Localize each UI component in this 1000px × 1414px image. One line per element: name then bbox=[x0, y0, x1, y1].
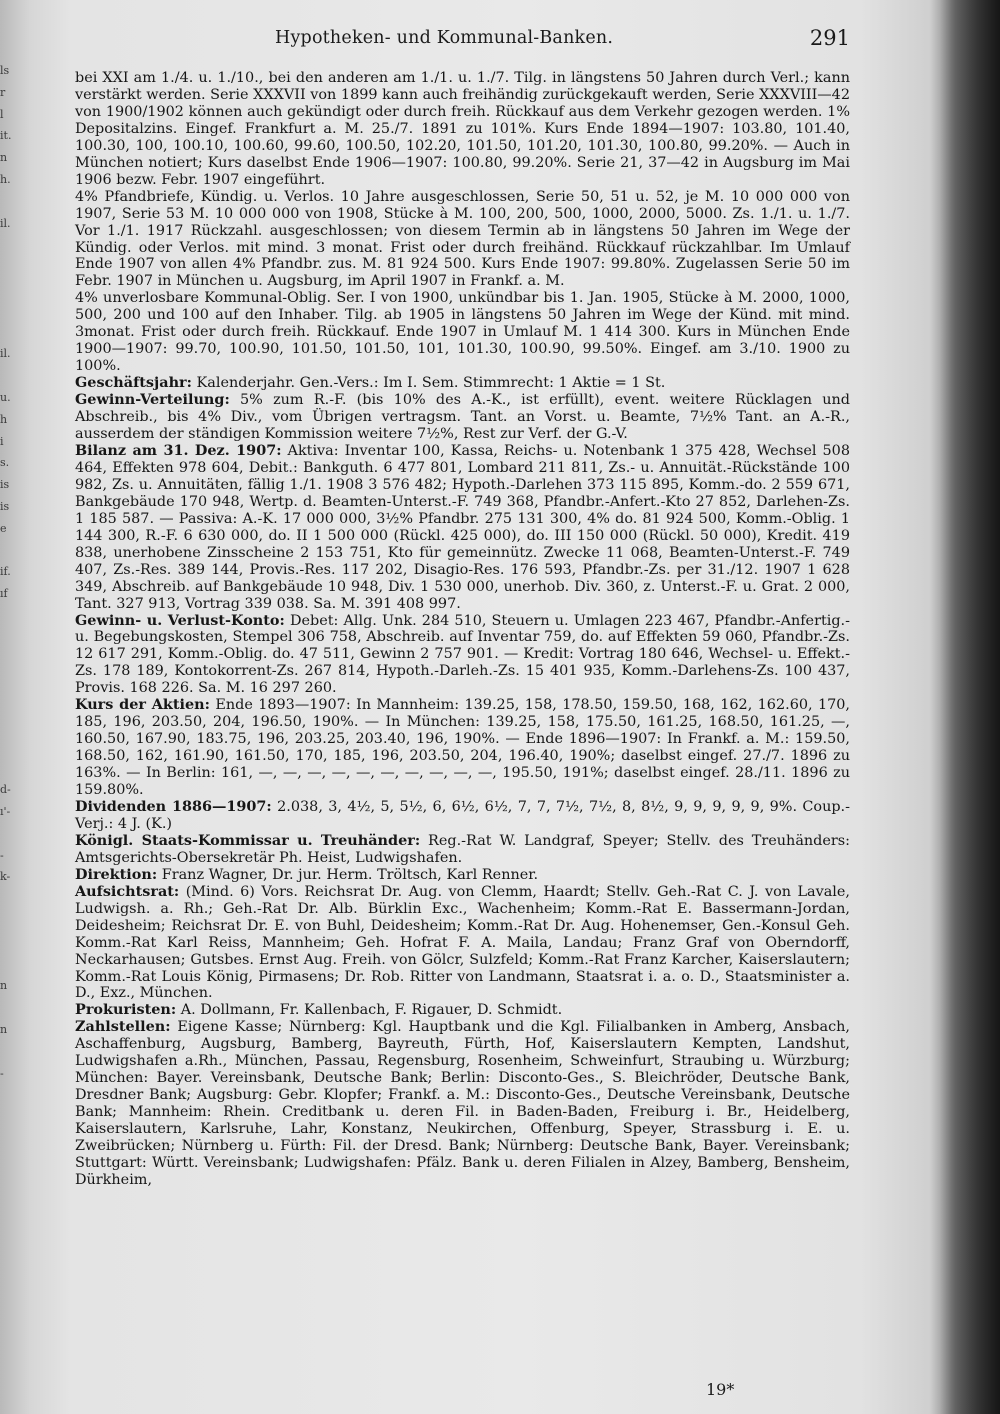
margin-fragment bbox=[0, 888, 70, 910]
margin-fragment: it. bbox=[0, 129, 12, 143]
margin-fragment bbox=[0, 627, 70, 649]
paragraph-lead: Kurs der Aktien: bbox=[75, 696, 210, 714]
margin-fragment: il. bbox=[0, 216, 11, 230]
previous-page-margin bbox=[0, 60, 70, 1380]
margin-fragment bbox=[0, 714, 70, 736]
margin-fragment bbox=[0, 1106, 70, 1128]
paragraph-lead: Königl. Staats-Kommissar u. Treuhänder: bbox=[75, 831, 421, 849]
margin-fragment bbox=[0, 823, 70, 845]
paragraph-lead: Bilanz am 31. Dez. 1907: bbox=[75, 441, 282, 459]
paragraph bbox=[75, 392, 850, 443]
margin-fragment bbox=[0, 540, 70, 562]
page-edge-shadow bbox=[940, 0, 1000, 1414]
paragraph bbox=[75, 70, 850, 189]
margin-fragment bbox=[0, 758, 70, 780]
margin-fragment: n bbox=[0, 151, 8, 165]
paragraph bbox=[75, 189, 850, 291]
paragraph-lead: Aufsichtsrat: bbox=[75, 882, 180, 900]
paragraph-lead: Prokuristen: bbox=[75, 1001, 177, 1019]
paragraph-text: Franz Wagner, Dr. jur. Herm. Tröltsch, Karl Renner. bbox=[161, 866, 539, 883]
paragraph bbox=[75, 697, 850, 799]
margin-fragment bbox=[0, 670, 70, 692]
margin-fragment bbox=[0, 1237, 70, 1259]
paragraph-lead: Gewinn- u. Verlust-Konto: bbox=[75, 611, 285, 629]
paragraph-lead: Dividenden 1886—1907: bbox=[75, 797, 272, 815]
margin-fragment bbox=[0, 256, 70, 278]
margin-fragment: h. bbox=[0, 172, 11, 186]
margin-fragment: d- bbox=[0, 783, 11, 797]
paragraph bbox=[75, 375, 850, 392]
margin-fragment bbox=[0, 1193, 70, 1215]
margin-fragment: n bbox=[0, 979, 8, 993]
margin-fragment: n bbox=[0, 1023, 8, 1037]
paragraph bbox=[75, 290, 850, 375]
margin-fragment bbox=[0, 1041, 70, 1063]
margin-fragment bbox=[0, 1302, 70, 1324]
margin-fragment bbox=[0, 1172, 70, 1194]
paragraph-text: 4% Pfandbriefe, Kündig. u. Verlos. 10 Jahre ausgeschlossen, Serie 50, 51 u. 52, je M. 10 000 000 von 1907, Serie 53 M. 10 000 000 von 1908, Stücke à M. 100, 200, 500, 1000, 2000, 5000. Zs. 1./1. u. 1./7. Vor 1./1. 1917 Rückzahl. ausgeschlossen; von diesem Termin ab in längstens 50 Jahren im Wege der Kündig. oder Verlos. mit mind. 3 monat. Frist oder durch freihänd. Rückkauf rückzahlbar. Im Umlauf Ende 1907 von allen 4% Pfandbr. zus. M. 81 924 500. Kurs Ende 1907: 99.80%. Zugelassen Serie 50 im Febr. 1907 in München u. Augsburg, im April 1907 in Frankf. a. M. bbox=[75, 188, 850, 290]
margin-fragment bbox=[0, 278, 70, 300]
paragraph bbox=[75, 443, 850, 613]
paragraph-text: Eigene Kasse; Nürnberg: Kgl. Hauptbank und die Kgl. Filialbanken in Amberg, Ansbach, Aschaffenburg, Augsburg, Bamberg, Bayreuth, Fürth, Hof, Kaiserslautern Kempten, Landshut, Ludwigshafen a.Rh., München, Passau, Regensburg, Rosenheim, Schweinfurt, Straubing u. Würzburg; München: Bayer. Vereinsbank, Deutsche Bank; Berlin: Disconto-Ges., S. Bleichröder, Deutsche Bank, Dresdner Bank; Augsburg: Gebr. Klopfer; Frankf. a. M.: Disconto-Ges., Deutsche Vereinsbank, Deutsche Bank; Mannheim: Rhein. Creditbank u. deren Fil. in Baden-Baden, Freiburg i. Br., Heidelberg, Kaiserslautern, Karlsruhe, Lahr, Konstanz, Neukirchen, Offenburg, Speyer, Strassburg i. E. u. Zweibrücken; Nürnberg u. Fürth: Fil. der Dresd. Bank; Nürnberg: Deutsche Bank, Bayer. Vereinsbank; Stuttgart: Württ. Vereinsbank; Ludwigshafen: Pfälz. Bank u. deren Filialen in Alzey, Bamberg, Bensheim, Dürkheim, bbox=[75, 1019, 850, 1188]
header-title: Hypotheken- und Kommunal-Banken. bbox=[275, 28, 614, 48]
margin-fragment bbox=[0, 191, 70, 213]
margin-fragment bbox=[0, 954, 70, 976]
paragraph-text: 5% zum R.-F. (bis 10% des A.-K., ist erfüllt), event. weitere Rücklagen und Abschreib., bis 4% Div., vom Übrigen vertragsm. Tant. an Vorst. u. Beamte, 7½% Tant. an A.-R., ausserdem der ständigen Kommission weitere 7½%, Rest zur Verf. der G.-V. bbox=[75, 392, 850, 443]
paragraph bbox=[75, 833, 850, 867]
margin-fragment: il. bbox=[0, 347, 11, 361]
margin-fragment bbox=[0, 322, 70, 344]
paragraph bbox=[75, 1019, 850, 1189]
margin-fragment: s. bbox=[0, 456, 10, 470]
margin-fragment bbox=[0, 736, 70, 758]
margin-fragment bbox=[0, 1150, 70, 1172]
paragraph-text: Aktiva: Inventar 100, Kassa, Reichs- u. Notenbank 1 375 428, Wechsel 508 464, Effekten 978 604, Debit.: Bankguth. 6 477 801, Lombard 211 811, Zs.- u. Annuität.-Rückstände 100 982, Zs. u. Annuitäten, fällig 1./1. 1908 3 576 482; Hypoth.-Darlehen 373 115 895, Komm.-do. 2 559 671, Bankgebäude 170 948, Wertp. d. Beamten-Unterst.-F. 749 368, Pfandbr.-Anfert.-Kto 27 852, Darlehen-Zs. 1 185 587. — Passiva: A.-K. 17 000 000, 3½% Pfandbr. 275 131 300, 4% do. 81 924 500, Komm.-Oblig. 1 144 300, R.-F. 6 630 000, do. II 1 500 000 (Rückl. 425 000), do. III 150 000 (Rückl. 50 000), Kredit. 419 838, unerhobene Zinsscheine 2 153 751, Kto für gemeinnütz. Zwecke 11 068, Beamten-Unterst.-F. 749 407, Zs.-Res. 389 144, Provis.-Res. 117 202, Disagio-Res. 176 593, Pfandbr.-Zs. per 31./12. 1907 1 628 349, Abschreib. auf Bankgebäude 10 948, Div. 1 530 000, unerhob. Div. 360, z. Unterst.-F. u. Grat. 2 000, Tant. 327 913, Vortrag 339 038. Sa. M. 391 408 997. bbox=[75, 442, 850, 612]
margin-fragment bbox=[0, 1324, 70, 1346]
margin-fragment bbox=[0, 1259, 70, 1281]
margin-fragment: ıf bbox=[0, 587, 8, 601]
margin-fragment: is bbox=[0, 499, 10, 513]
margin-fragment: - bbox=[0, 1066, 4, 1080]
paragraph bbox=[75, 867, 850, 884]
paragraph-lead: Direktion: bbox=[75, 865, 158, 883]
signature-mark: 19* bbox=[706, 1380, 735, 1399]
margin-fragment: - bbox=[0, 848, 4, 862]
paragraph-text: Kalenderjahr. Gen.-Vers.: Im I. Sem. Stimmrecht: 1 Aktie = 1 St. bbox=[196, 375, 666, 392]
paragraph-lead: Geschäftsjahr: bbox=[75, 374, 192, 392]
paragraph-text: 2.038, 3, 4½, 5, 5½, 6, 6½, 6½, 7, 7, 7½, 7½, 8, 8½, 9, 9, 9, 9, 9, 9%. Coup.-Verj.: 4 J. (K.) bbox=[75, 798, 850, 832]
paragraph-text: bei XXI am 1./4. u. 1./10., bei den anderen am 1./1. u. 1./7. Tilg. in längstens 50 Jahren durch Verl.; kann verstärkt werden. Serie XXXVII von 1899 kann auch freihändig zurückgekauft werden, Serie XXXVIII—42 von 1900/1902 können auch gekündigt oder durch freih. Rückkauf aus dem Verkehr gezogen werden. 1% Depositalzins. Eingef. Frankfurt a. M. 25./7. 1891 zu 101%. Kurs Ende 1894—1907: 103.80, 101.40, 100.30, 100, 100.10, 100.60, 99.60, 100.50, 102.20, 101.50, 101.20, 101.30, 100.80, 99.20%. — Auch in München notiert; Kurs daselbst Ende 1906—1907: 100.80, 99.20%. Serie 21, 37—42 in Augsburg im Mai 1906 bezw. Febr. 1907 eingeführt. bbox=[75, 70, 850, 188]
margin-fragment: h bbox=[0, 412, 8, 426]
margin-fragment: u. bbox=[0, 390, 11, 404]
margin-fragment bbox=[0, 605, 70, 627]
margin-fragment bbox=[0, 1084, 70, 1106]
paragraph-text: Reg.-Rat W. Landgraf, Speyer; Stellv. des Treuhänders: Amtsgerichts-Obersekretär Ph. Heist, Ludwigshafen. bbox=[75, 832, 851, 866]
margin-fragment: ls bbox=[0, 64, 10, 77]
paragraph-text: A. Dollmann, Fr. Kallenbach, F. Rigauer, D. Schmidt. bbox=[180, 1002, 563, 1019]
margin-fragment bbox=[0, 1281, 70, 1303]
margin-fragment bbox=[0, 234, 70, 256]
paragraph-text: Ende 1893—1907: In Mannheim: 139.25, 158, 178.50, 159.50, 168, 162, 162.60, 170, 185, 196, 203.50, 204, 196.50, 190%. — In München: 139.25, 158, 175.50, 161.25, 168.50, 161.25, —, 160.50, 167.90, 183.75, 196, 203.25, 203.40, 196, 190%. — Ende 1896—1907: In Frankf. a. M.: 159.50, 168.50, 162, 161.90, 161.50, 170, 185, 196, 203.50, 204, 196.40, 190%; daselbst eingef. 27./7. 1896 zu 163%. — In Berlin: 161, —, —, —, —, —, —, —, —, —, —, 195.50, 191%; daselbst eingef. 28./11. 1896 zu 159.80%. bbox=[75, 697, 850, 799]
paragraph-text: 4% unverlosbare Kommunal-Oblig. Ser. I von 1900, unkündbar bis 1. Jan. 1905, Stücke à M. 2000, 1000, 500, 200 und 100 auf den Inhaber. Tilg. ab 1905 in längstens 50 Jahren im Wege der Künd. mit mind. 3monat. Frist oder durch freih. Rückkauf. Ende 1907 in Umlauf M. 1 414 300. Kurs in München Ende 1900—1907: 99.70, 100.90, 101.50, 101.50, 101, 101.30, 100.90, 99.50%. Eingef. am 3./10. 1900 zu 100%. bbox=[75, 290, 850, 375]
margin-fragment bbox=[0, 1128, 70, 1150]
margin-fragment bbox=[0, 932, 70, 954]
running-header bbox=[275, 28, 850, 54]
paragraph bbox=[75, 799, 850, 833]
paragraph-lead: Gewinn-Verteilung: bbox=[75, 391, 230, 409]
margin-fragment: k- bbox=[0, 870, 11, 884]
margin-fragment bbox=[0, 300, 70, 322]
margin-fragment bbox=[0, 692, 70, 714]
margin-fragment bbox=[0, 1215, 70, 1237]
paragraph bbox=[75, 613, 850, 698]
margin-fragment: ı'- bbox=[0, 805, 11, 819]
page-body bbox=[75, 70, 850, 1189]
margin-fragment bbox=[0, 910, 70, 932]
margin-fragment bbox=[0, 1346, 70, 1368]
margin-fragment bbox=[0, 997, 70, 1019]
margin-fragment: e bbox=[0, 521, 7, 535]
margin-fragment bbox=[0, 365, 70, 387]
margin-fragment bbox=[0, 649, 70, 671]
paragraph bbox=[75, 884, 850, 1003]
margin-fragment bbox=[0, 1368, 70, 1380]
paragraph bbox=[75, 1002, 850, 1019]
margin-fragment: i bbox=[0, 434, 4, 448]
paragraph-text: Debet: Allg. Unk. 284 510, Steuern u. Umlagen 223 467, Pfandbr.-Anfertig.- u. Begebungskosten, Stempel 306 758, Abschreib. auf Inventar 759, do. auf Effekten 59 060, Pfandbr.-Zs. 12 617 291, Komm.-Oblig. do. 47 511, Gewinn 2 757 901. — Kredit: Vortrag 180 646, Wechsel- u. Effekt.-Zs. 178 189, Kontokorrent-Zs. 267 814, Hypoth.-Darleh.-Zs. 15 401 935, Komm.-Darlehens-Zs. 100 437, Provis. 168 226. Sa. M. 16 297 260. bbox=[75, 612, 850, 697]
margin-fragment: l bbox=[0, 107, 4, 121]
paragraph-text: (Mind. 6) Vors. Reichsrat Dr. Aug. von Clemm, Haardt; Stellv. Geh.-Rat C. J. von Lavale, Ludwigsh. a. Rh.; Geh.-Rat Dr. Alb. Bürklin Exc., Wachenheim; Komm.-Rat E. Bassermann-Jordan, Deidesheim; Reichsrat Dr. E. von Buhl, Deidesheim; Komm.-Rat Dr. Aug. Hohenemser, Gen.-Konsul Geh. Komm.-Rat Karl Reiss, Mannheim; Geh. Hofrat F. A. Maila, Landau; Franz Graf von Oberndorff, Neckarhausen; Gutsbes. Ernst Aug. Freih. von Gölcr, Sulzfeld; Komm.-Rat Franz Karcher, Kaiserslautern; Komm.-Rat Louis König, Pirmasens; Dr. Rob. Ritter von Landmann, Staatsrat i. a. o. D., Staatsminister a. D., Exz., München. bbox=[75, 883, 850, 1002]
margin-fragment: if. bbox=[0, 565, 11, 579]
page-number: 291 bbox=[809, 26, 850, 50]
margin-fragment: r bbox=[0, 85, 6, 99]
margin-fragment: is bbox=[0, 478, 10, 492]
paragraph-lead: Zahlstellen: bbox=[75, 1018, 171, 1036]
